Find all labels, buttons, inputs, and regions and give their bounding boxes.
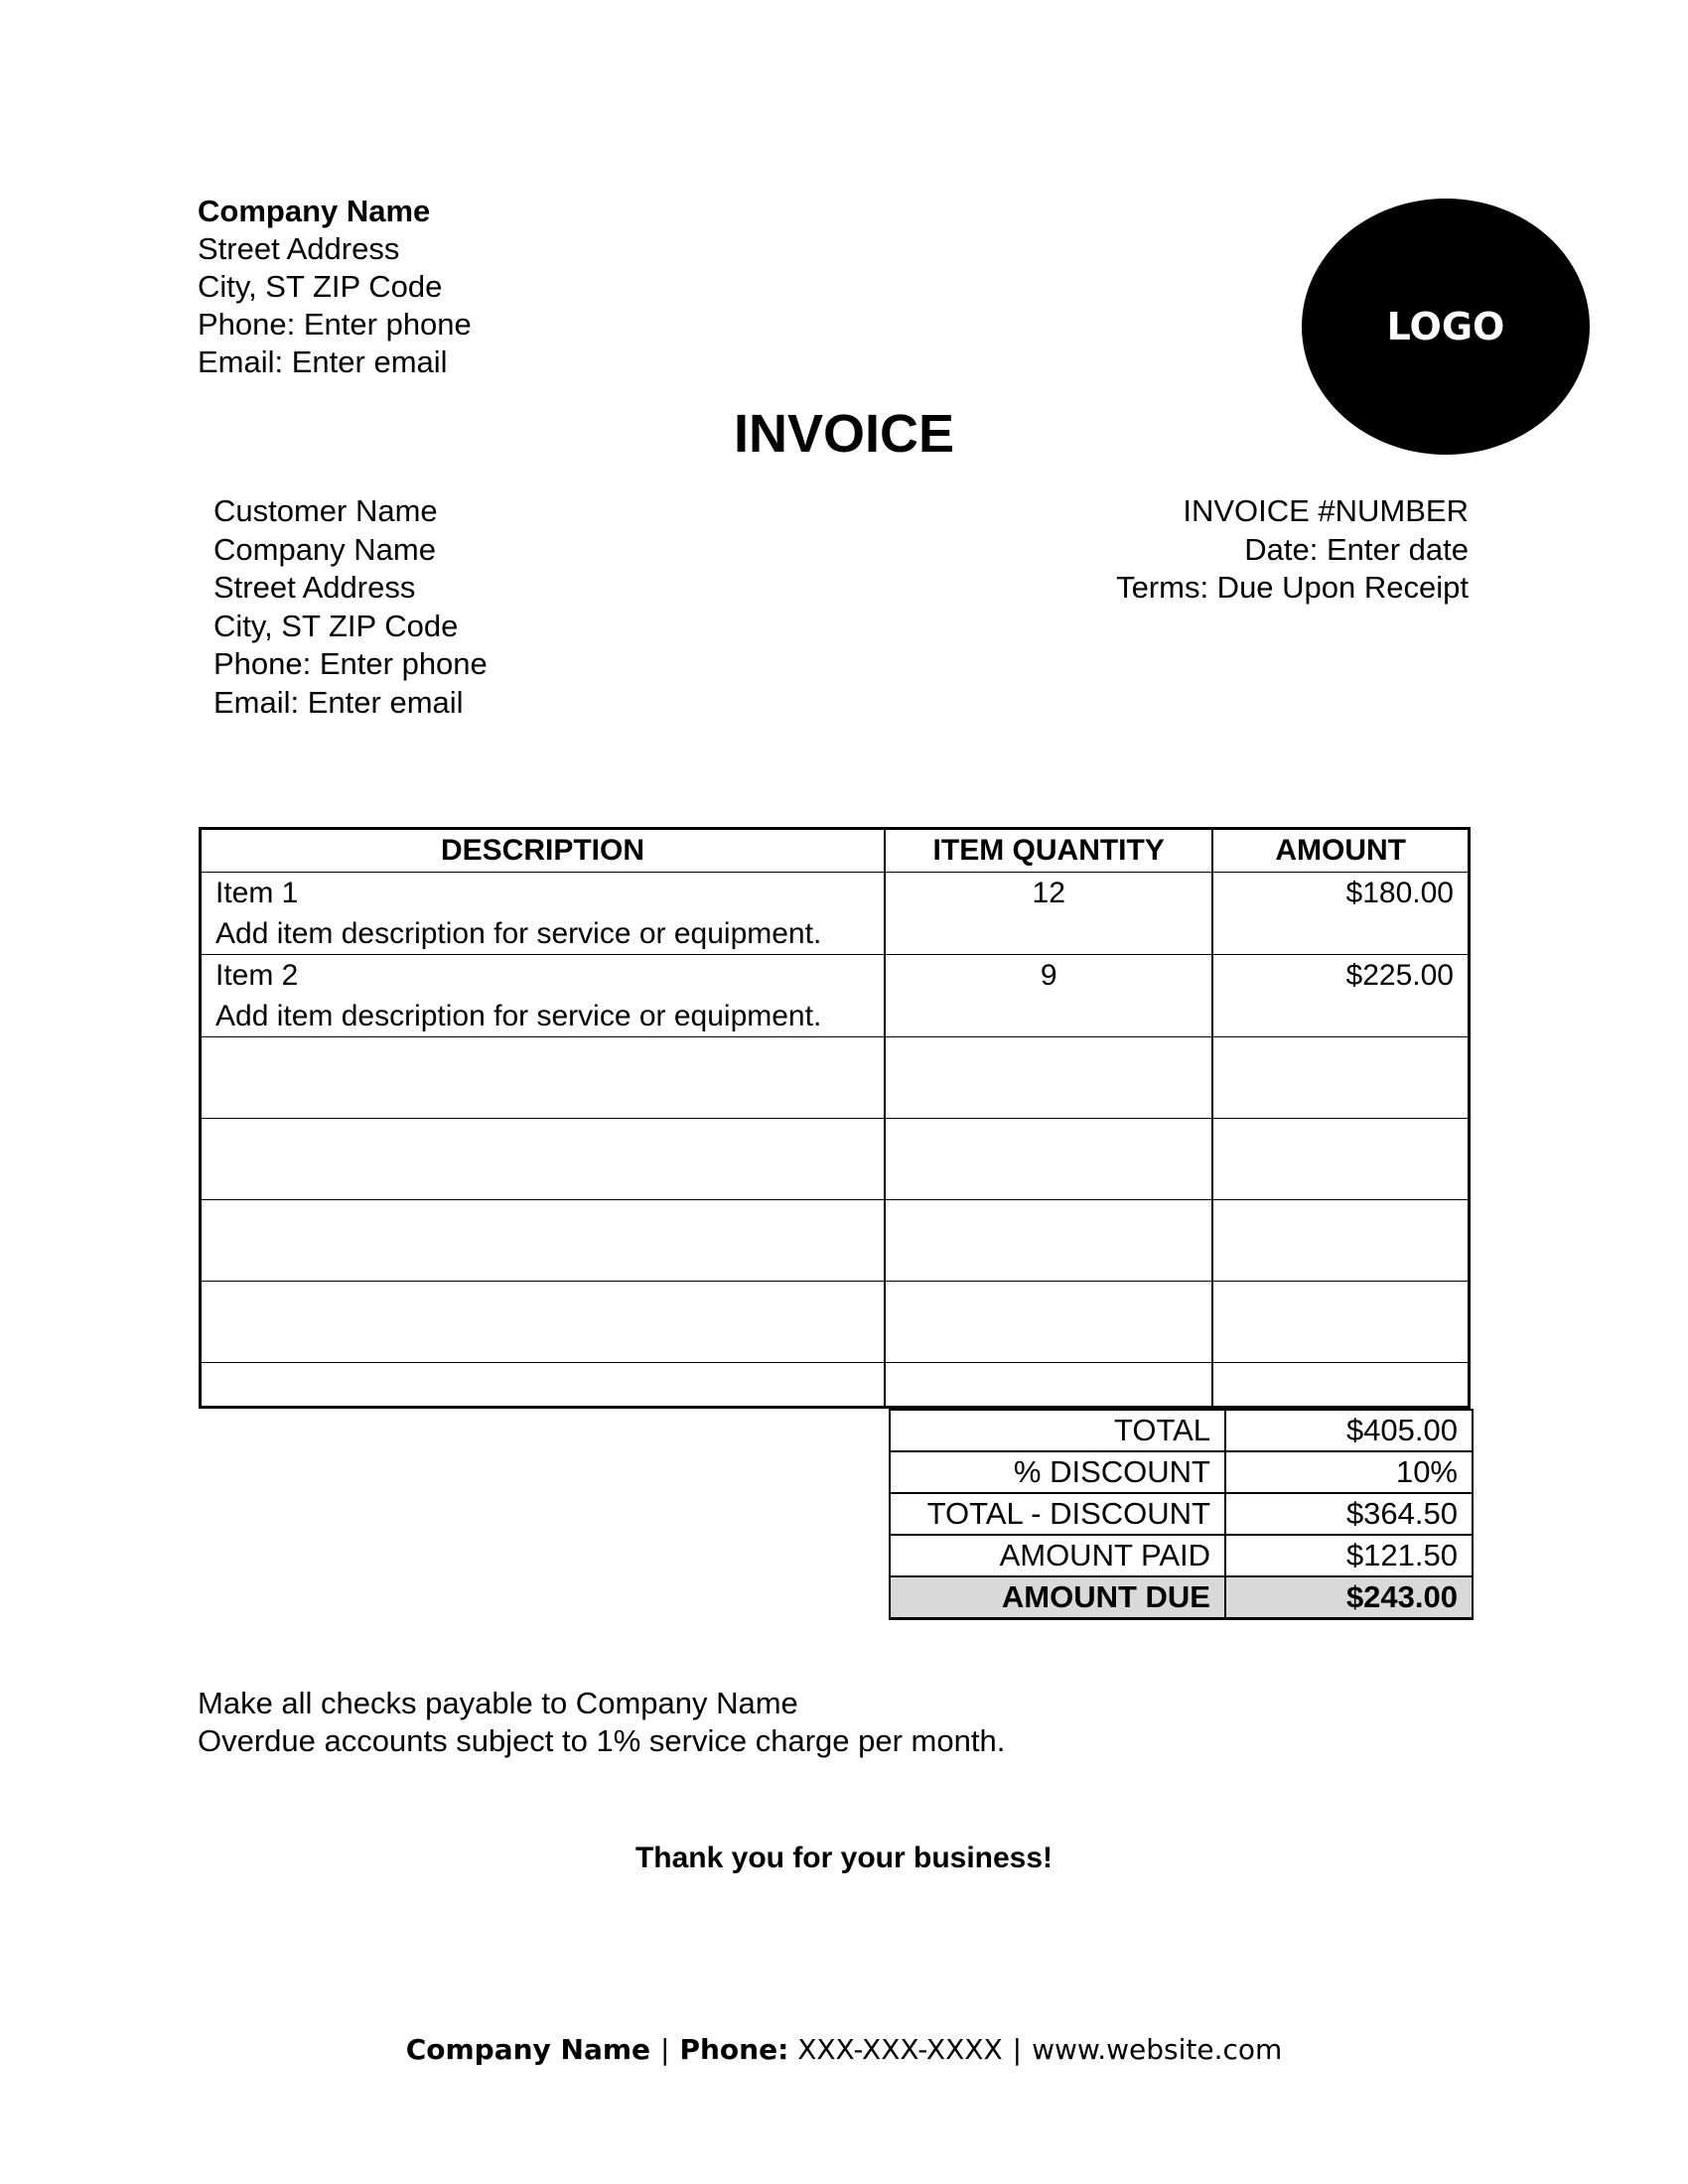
footer-company: Company Name	[405, 2033, 651, 2066]
page-footer	[0, 2033, 1688, 2066]
footer-phone: XXX-XXX-XXXX	[797, 2033, 1003, 2066]
note-payable: Make all checks payable to Company Name	[198, 1686, 798, 1720]
item-amount: $180.00	[1212, 873, 1469, 955]
footer-separator: |	[1012, 2033, 1023, 2066]
empty-cell	[1212, 1119, 1469, 1200]
item-description: Add item description for service or equipment.	[215, 917, 822, 950]
customer-name: Customer Name	[213, 493, 438, 528]
empty-row	[201, 1119, 1470, 1200]
customer-city: City, ST ZIP Code	[213, 608, 459, 643]
totals-row-total-minus-discount	[890, 1493, 1473, 1535]
sender-city: City, ST ZIP Code	[198, 269, 443, 304]
invoice-date: Date: Enter date	[1244, 531, 1469, 567]
item-amount: $225.00	[1212, 955, 1469, 1037]
discount-value: 10%	[1225, 1451, 1473, 1493]
totals-table	[889, 1409, 1474, 1620]
logo-text: LOGO	[1386, 305, 1505, 348]
empty-cell	[1212, 1363, 1469, 1408]
empty-cell	[885, 1200, 1212, 1282]
empty-cell	[201, 1200, 886, 1282]
invoice-terms: Terms: Due Upon Receipt	[1116, 570, 1469, 605]
items-table	[199, 827, 1471, 1409]
customer-block	[213, 492, 488, 722]
item-description-cell	[201, 955, 886, 1037]
empty-row	[201, 1363, 1470, 1408]
empty-cell	[1212, 1200, 1469, 1282]
sender-street: Street Address	[198, 231, 400, 266]
customer-street: Street Address	[213, 570, 416, 605]
empty-cell	[885, 1282, 1212, 1363]
sender-block	[198, 193, 472, 381]
sender-phone: Phone: Enter phone	[198, 307, 472, 341]
invoice-title: INVOICE	[733, 404, 955, 464]
item-name: Item 1	[215, 877, 299, 909]
customer-phone: Phone: Enter phone	[213, 646, 488, 681]
invoice-meta	[1116, 492, 1469, 608]
empty-cell	[885, 1119, 1212, 1200]
totals-row-amount-paid	[890, 1535, 1473, 1576]
empty-cell	[885, 1037, 1212, 1119]
header-description: DESCRIPTION	[201, 829, 886, 873]
invoice-number: INVOICE #NUMBER	[1183, 493, 1469, 528]
totals-row-discount	[890, 1451, 1473, 1493]
footer-separator: |	[660, 2033, 670, 2066]
customer-company: Company Name	[213, 531, 436, 567]
empty-row	[201, 1282, 1470, 1363]
item-quantity: 12	[885, 873, 1212, 955]
total-label: TOTAL	[890, 1410, 1225, 1451]
item-quantity: 9	[885, 955, 1212, 1037]
note-overdue: Overdue accounts subject to 1% service charge per month.	[198, 1723, 1006, 1758]
empty-cell	[201, 1363, 886, 1408]
payment-notes	[198, 1685, 1005, 1760]
total-minus-discount-value: $364.50	[1225, 1493, 1473, 1535]
header-amount: AMOUNT	[1212, 829, 1469, 873]
totals-row-amount-due	[890, 1576, 1473, 1619]
amount-paid-label: AMOUNT PAID	[890, 1535, 1225, 1576]
empty-row	[201, 1200, 1470, 1282]
amount-due-value: $243.00	[1225, 1576, 1473, 1619]
item-name: Item 2	[215, 959, 299, 992]
empty-cell	[1212, 1037, 1469, 1119]
item-description-cell	[201, 873, 886, 955]
empty-cell	[885, 1363, 1212, 1408]
item-description: Add item description for service or equipment.	[215, 1000, 822, 1032]
footer-website: www.website.com	[1032, 2033, 1283, 2066]
table-row	[201, 955, 1470, 1037]
discount-label: % DISCOUNT	[890, 1451, 1225, 1493]
table-row	[201, 873, 1470, 955]
empty-cell	[1212, 1282, 1469, 1363]
customer-email: Email: Enter email	[213, 684, 464, 720]
total-value: $405.00	[1225, 1410, 1473, 1451]
header-quantity: ITEM QUANTITY	[885, 829, 1212, 873]
sender-email: Email: Enter email	[198, 344, 448, 379]
sender-company: Company Name	[198, 194, 431, 228]
total-minus-discount-label: TOTAL - DISCOUNT	[890, 1493, 1225, 1535]
empty-cell	[201, 1037, 886, 1119]
thank-you-message: Thank you for your business!	[634, 1842, 1054, 1874]
empty-cell	[201, 1282, 886, 1363]
items-header-row	[201, 829, 1470, 873]
empty-cell	[201, 1119, 886, 1200]
amount-paid-value: $121.50	[1225, 1535, 1473, 1576]
totals-row-total	[890, 1410, 1473, 1451]
amount-due-label: AMOUNT DUE	[890, 1576, 1225, 1619]
footer-phone-label: Phone:	[679, 2033, 789, 2066]
empty-row	[201, 1037, 1470, 1119]
